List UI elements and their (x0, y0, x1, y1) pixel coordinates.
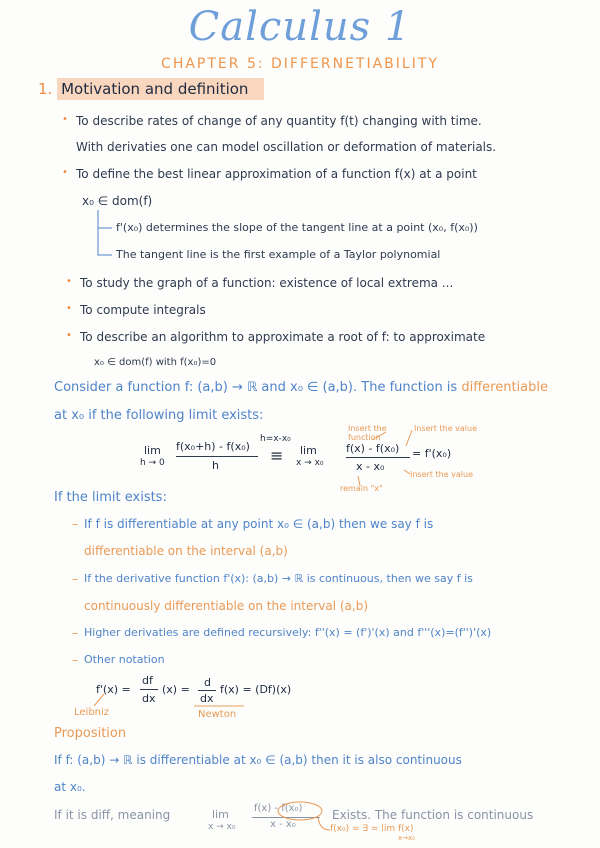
bullet-dot: • (66, 303, 72, 314)
definition-text: Consider a function f: (a,b) → ℝ and x₀ ∈ (a,b). The function is (54, 380, 458, 395)
item-2-line-2: continuously differentiable on the interval (a,b) (84, 599, 369, 613)
item-4: Other notation (84, 653, 165, 666)
item-1-line-2: differentiable on the interval (a,b) (84, 544, 288, 558)
tree-branch-1 (98, 210, 112, 228)
arrow-insert-value-top (406, 430, 412, 446)
if-limit-heading: If the limit exists: (54, 490, 167, 505)
limit-sub-h: h → 0 (140, 458, 165, 468)
item-2-line-1: If the derivative function f'(x): (a,b) → ℝ is continuous, then we say f is (84, 572, 473, 585)
proof-line-start: If it is diff, meaning (54, 808, 171, 822)
fraction-1-num: f(x₀+h) - f(x₀) (176, 440, 250, 453)
arrow-insert-function (372, 432, 386, 440)
bullet-4: To compute integrals (80, 303, 206, 317)
bullet-dot: • (66, 330, 72, 341)
label-leibniz: Leibniz (74, 707, 110, 718)
arrow-remain (358, 476, 360, 486)
notation-dx: dx (142, 692, 156, 705)
substitution: h=x-x₀ (260, 434, 291, 444)
circle-fx0 (278, 802, 322, 820)
annotation-insert-function: Insert the function (348, 424, 387, 442)
page-title: Calculus 1 (188, 4, 412, 50)
dash-marker: – (72, 572, 78, 586)
proposition-line-1: If f: (a,b) → ℝ is differentiable at x₀ ∈ (a,b) then it is also continuous (54, 753, 462, 767)
notation-rhs: f(x) = (Df)(x) (220, 683, 292, 696)
fraction-2-num: f(x) - f(x₀) (346, 442, 400, 455)
dash-marker: – (72, 653, 78, 667)
limit-label: lim (144, 444, 161, 457)
dash-marker: – (72, 517, 78, 531)
bullet-2-sub-1: f'(x₀) determines the slope of the tangent line at a point (x₀, f(x₀)) (116, 221, 478, 234)
fraction-1-den: h (212, 459, 219, 472)
arrow-insert-value-bottom (404, 470, 410, 474)
fraction-2-den: x - x₀ (356, 460, 385, 473)
notation-lhs: f'(x) = (96, 683, 131, 696)
differentiable-term: differentiable (461, 380, 548, 395)
notation-d: d (204, 676, 211, 689)
bullet-1-line-1: To describe rates of change of any quantity f(t) changing with time. (76, 114, 482, 128)
item-1-line-1: If f is differentiable at any point x₀ ∈ (a,b) then we say f is (84, 517, 434, 531)
annotation-insert-value-bottom: Insert the value (410, 470, 474, 479)
limit-label-2: lim (300, 444, 317, 457)
section-number: 1. (38, 80, 53, 98)
proof-line-end: Exists. The function is continuous (332, 808, 534, 822)
definition-line-2: at x₀ if the following limit exists: (54, 408, 264, 423)
dash-marker: – (72, 626, 78, 640)
bullet-1-line-2: With derivaties one can model oscillation or deformation of materials. (76, 140, 497, 154)
chapter-heading: CHAPTER 5: DIFFERNETIABILITY (161, 56, 439, 72)
label-newton: Newton (198, 709, 237, 720)
derivative-result: = f'(x₀) (412, 447, 452, 460)
proof-lim-sub: x → x₀ (208, 822, 236, 832)
proof-num: f(x) - f(x₀) (254, 803, 303, 814)
bullet-dot: • (62, 114, 68, 125)
notation-dx-2: dx (200, 692, 214, 705)
bullet-5-line-2: x₀ ∈ dom(f) with f(x₀)=0 (94, 357, 217, 368)
bullet-2-line-1: To define the best linear approximation of a function f(x) at a point (76, 167, 477, 181)
limit-sub-x: x → x₀ (296, 458, 324, 468)
section-title: Motivation and definition (57, 78, 264, 100)
bullet-2-sub-2: The tangent line is the first example of a Taylor polynomial (116, 248, 441, 261)
bullet-dot: • (62, 167, 68, 178)
proposition-line-2: at x₀. (54, 780, 86, 794)
arrow-footnote (318, 818, 330, 830)
proof-footnote-sub: x→x₀ (398, 834, 415, 842)
proposition-label: Proposition (54, 726, 127, 741)
annotation-insert-value-top: Insert the value (414, 424, 478, 433)
bullet-2-line-2: x₀ ∈ dom(f) (82, 194, 153, 208)
bullet-5-line-1: To describe an algorithm to approximate a root of f: to approximate (80, 330, 486, 344)
tree-branch-2 (98, 228, 112, 255)
proof-den: x - x₀ (270, 819, 296, 830)
proof-footnote: f(x₀) = ∃ = lim f(x) (330, 824, 414, 834)
item-3: Higher derivaties are defined recursively: f''(x) = (f')'(x) and f'''(x)=(f'')'(x) (84, 626, 492, 639)
bullet-dot: • (66, 276, 72, 287)
proof-lim: lim (212, 808, 229, 821)
annotation-remain-x: remain "x" (340, 484, 383, 493)
arrow-leibniz (94, 694, 104, 706)
notation-df: df (142, 674, 153, 687)
equiv-sign: ≡ (270, 446, 284, 465)
notation-mid: (x) = (162, 683, 190, 696)
bullet-3: To study the graph of a function: existence of local extrema ... (80, 276, 454, 290)
